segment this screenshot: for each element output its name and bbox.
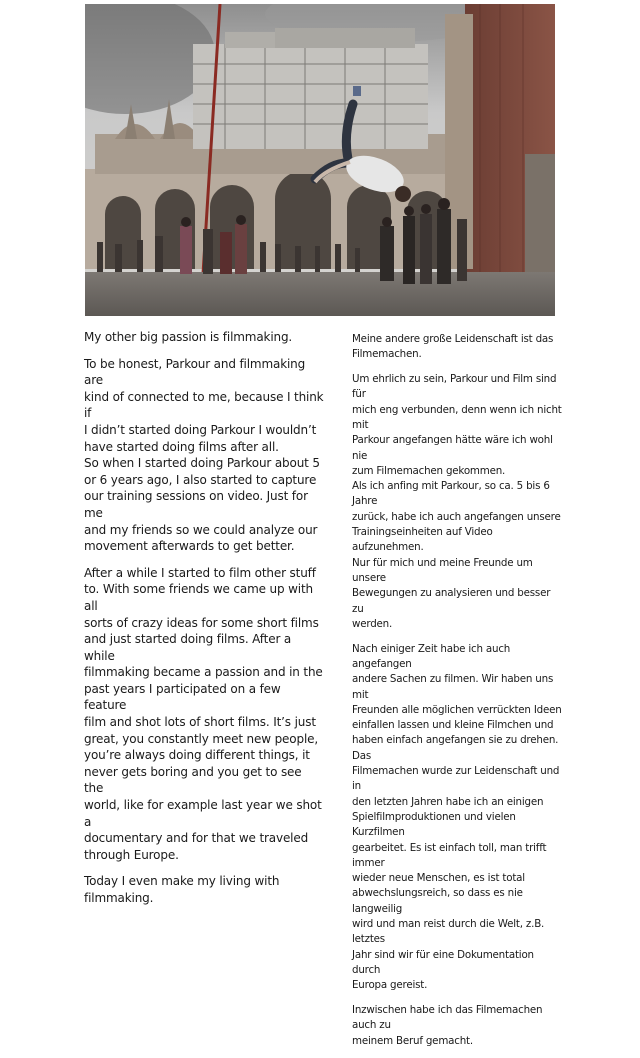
german-paragraph: Meine andere große Leidenschaft ist das Filmemachen. <box>352 333 554 361</box>
english-paragraph: To be honest, Parkour and filmmaking are kind of connected to me, because I think if I didn’t started doing Parkour I wouldn’t have started doing films after all. So when I started doing Parkour about 5 or 6 years ago, I also started to capture our training sessions on video. Just for me and my friends so we could analyze our movement afterwards to get better. <box>84 356 324 554</box>
english-paragraph: My other big passion is filmmaking. <box>84 330 293 344</box>
english-text-column <box>84 329 324 917</box>
german-text-column <box>352 329 562 1058</box>
english-paragraph: Today I even make my living with filmmaking. <box>84 874 280 905</box>
english-paragraph: After a while I started to film other stuff to. With some friends we came up with all sorts of crazy ideas for some short films and just started doing films. After a while filmmaking became a passion and in the past years I participated on a few feature film and shot lots of short films. It’s just great, you constantly meet new people, you’re always doing different things, it never gets boring and you get to see the world, like for example last year we shot a documentary and for that we traveled through Europe. <box>84 565 323 862</box>
german-paragraph: Inzwischen habe ich das Filmemachen auch zu meinem Beruf gemacht. <box>352 1003 543 1047</box>
parkour-photo <box>85 4 555 316</box>
german-paragraph: Nach einiger Zeit habe ich auch angefangen andere Sachen zu filmen. Wir haben uns mit Freunden alle möglichen verrückten Ideen einfallen lassen und kleine Filmchen und haben einfach angefangen sie zu drehen. Das Filmemachen wurde zur Leidenschaft und in den letzten Jahren habe ich an einigen Spielfilmproduktionen und vielen Kurzfilmen gearbeitet. Es ist einfach toll, man trifft immer wieder neue Menschen, es ist total abwechslungsreich, so dass es nie langweilig wird und man reist durch die Welt, z.B. letztes Jahr sind wir für eine Dokumentation durch Europa gereist. <box>352 642 562 992</box>
german-paragraph: Um ehrlich zu sein, Parkour und Film sind für mich eng verbunden, denn wenn ich nicht mit Parkour angefangen hätte wäre ich wohl nie zum Filmemachen gekommen. Als ich anfing mit Parkour, so ca. 5 bis 6 Jahre zurück, habe ich auch angefangen unsere Trainingseinheiten auf Video aufzunehmen. Nur für mich und meine Freunde um unsere Bewegungen zu analysieren und besser zu werden. <box>352 373 562 630</box>
